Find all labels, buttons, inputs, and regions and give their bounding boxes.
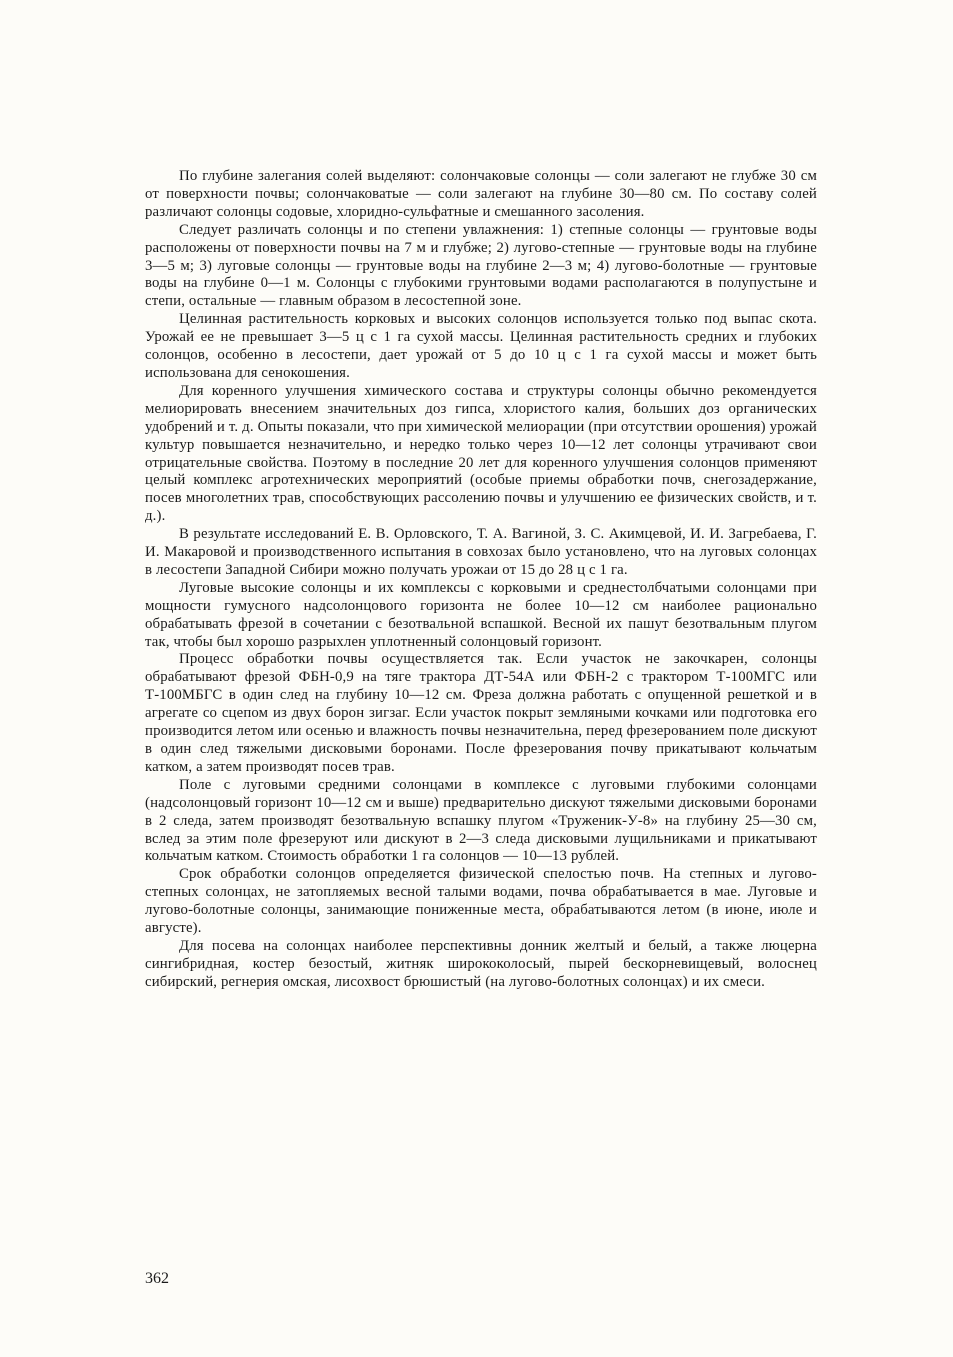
paragraph-improvement: Для коренного улучшения химического состава и структуры солонцы обычно рекомендуется мелиорировать внесением значительных доз гипса, хлористого калия, больших доз органических удобрений и т. д. Опыты показали, что при химической мелиорации (при отсутствии орошения) урожай культур повышается незначительно, и нередко только через 10—12 лет солонцы утрачивают свои отрицательные свойства. Поэтому в последние 20 лет для коренного улучшения солонцов применяют целый комплекс агротехнических мероприятий (особые приемы обработки почв, снегозадержание, посев многолетних трав, способствующих рассолению почвы и улучшению ее физических свойств, и т. д.).: [145, 382, 817, 525]
paragraph-moisture: Следует различать солонцы и по степени увлажнения: 1) степные солонцы — грунтовые воды расположены от поверхности почвы на 7 м и глубже; 2) лугово-степные — грунтовые воды на глубине 3—5 м; 3) луговые солонцы — грунтовые воды на глубине 2—3 м; 4) лугово-болотные — грунтовые воды на глубине 0—1 м. Солонцы с глубокими грунтовыми водами располагаются в полупустыне и степи, остальные — главным образом в лесостепной зоне.: [145, 221, 817, 310]
paragraph-meadow-solonetz: Луговые высокие солонцы и их комплексы с корковыми и среднестолбчатыми солонцами при мощности гумусного надсолонцового горизонта не более 10—12 см наиболее рационально обрабатывать фрезой в сочетании с безотвальной вспашкой. Весной их пашут безотвальным плугом так, чтобы был хорошо разрыхлен уплотненный солонцовый горизонт.: [145, 579, 817, 650]
paragraph-complex-field: Поле с луговыми средними солонцами в комплексе с луговыми глубокими солонцами (надсолонцовый горизонт 10—12 см и выше) предварительно дискуют тяжелыми дисковыми боронами в 2 следа, затем производят безотвальную вспашку плугом «Труженик-У-8» на глубину 25—30 см, вслед за этим поле фрезеруют или дискуют в 2—3 следа дисковыми лущильниками и прикатывают кольчатым катком. Стоимость обработки 1 га солонцов — 10—13 рублей.: [145, 776, 817, 865]
paragraph-tillage-process: Процесс обработки почвы осуществляется так. Если участок не закочкарен, солонцы обрабатывают фрезой ФБН-0,9 на тяге трактора ДТ-54А или ФБН-2 с трактором Т-100МГС или Т-100МБГС в один след на глубину 10—12 см. Фреза должна работать с опущенной решеткой и в агрегате со сцепом из двух борон зигзаг. Если участок покрыт земляными кочками или подготовка его производится летом или осенью и влажность почвы незначительна, перед фрезерованием поле дискуют в один след тяжелыми дисковыми боронами. После фрезерования почву прикатывают кольчатым катком, а затем производят посев трав.: [145, 651, 817, 775]
paragraph-crops: Для посева на солонцах наиболее перспективны донник желтый и белый, а также люцерна сингибридная, костер безостый, житняк ширококолосый, пырей бескорневищевый, волоснец сибирский, регнерия омская, лисохвост брюшистый (на лугово-болотных солонцах) и их смеси.: [145, 937, 817, 990]
paragraph-virgin-vegetation: Целинная растительность корковых и высоких солонцов используется только под выпас скота. Урожай ее не превышает 3—5 ц с 1 га сухой массы. Целинная растительность средних и глубоких солонцов, особенно в лесостепи, дает урожай от 5 до 10 ц с 1 га сухой массы и может быть использована для сенокошения.: [145, 311, 817, 381]
paragraph-research: В результате исследований Е. В. Орловского, Т. А. Вагиной, З. С. Акимцевой, И. И. Загребаева, Г. И. Макаровой и производственного испытания в совхозах было установлено, что на луговых солонцах в лесостепи Западной Сибири можно получать урожаи от 15 до 28 ц с 1 га.: [145, 526, 817, 578]
paragraph-salt-depth: По глубине залегания солей выделяют: солончаковые солонцы — соли залегают не глубже 30 см от поверхности почвы; солончаковатые — соли залегают на глубине 30—80 см. По составу солей различают солонцы содовые, хлоридно-сульфатные и смешанного засоления.: [145, 168, 817, 220]
paragraph-timing: Срок обработки солонцов определяется физической спелостью почв. На степных и лугово-степных солонцах, не затопляемых весной талыми водами, почва обрабатывается в мае. Луговые и лугово-болотные солонцы, занимающие пониженные места, обрабатываются летом (в июне, июле и августе).: [145, 866, 817, 937]
body-text: [145, 168, 817, 992]
page-number: 362: [145, 1270, 169, 1287]
